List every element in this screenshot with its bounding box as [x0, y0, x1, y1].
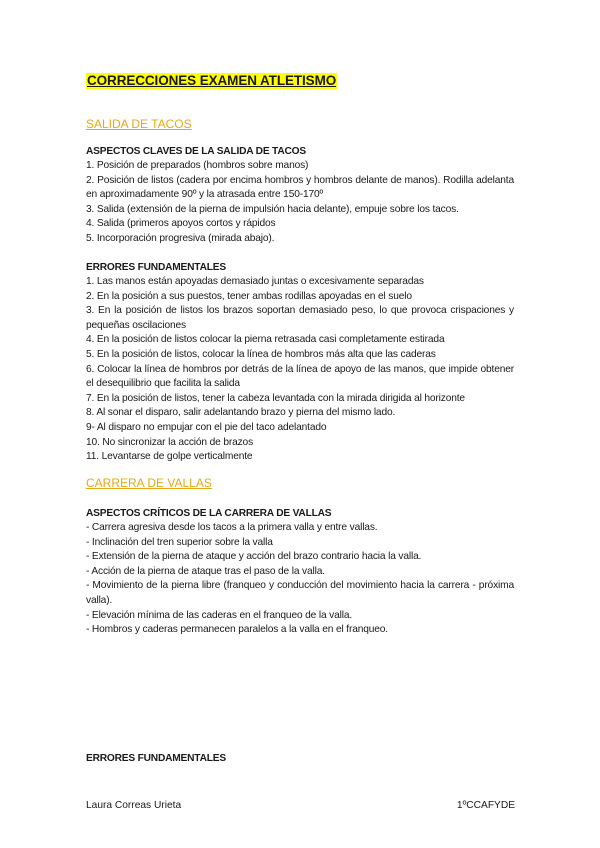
list-item: 2. Posición de listos (cadera por encima hombros y hombros delante de manos). Rodilla adelanta en aproximadamente 90º y la atrasada entre 150-170º — [86, 174, 514, 201]
list-item: 11. Levantarse de golpe verticalmente — [86, 451, 253, 463]
list-item: 4. En la posición de listos colocar la pierna retrasada casi completamente estirada — [86, 334, 445, 346]
list-aspectos-claves — [86, 159, 514, 247]
footer-author: Laura Correas Urieta — [86, 800, 182, 811]
list-item: 7. En la posición de listos, tener la cabeza levantada con la mirada dirigida al horizonte — [86, 392, 465, 404]
list-item: 1. Las manos están apoyadas demasiado juntas o excesivamente separadas — [86, 276, 424, 287]
list-item: - Acción de la pierna de ataque tras el paso de la valla. — [86, 565, 325, 577]
document-title: CORRECCIONES EXAMEN ATLETISMO — [87, 73, 337, 88]
subheading-errores-fundamentales-tacos: ERRORES FUNDAMENTALES — [86, 262, 226, 273]
list-item: - Elevación mínima de las caderas en el franqueo de la valla. — [86, 609, 353, 621]
list-item: 6. Colocar la línea de hombros por detrás de la línea de apoyo de las manos, que impide obtener el desequilibrio que facilita la salida — [86, 363, 514, 390]
list-item: 5. Incorporación progresiva (mirada abajo). — [86, 232, 275, 244]
list-item: 10. No sincronizar la acción de brazos — [86, 436, 254, 448]
list-aspectos-criticos — [86, 521, 514, 638]
list-item: 3. Salida (extensión de la pierna de impulsión hacia delante), empuje sobre los tacos. — [86, 203, 459, 215]
list-item: 1. Posición de preparados (hombros sobre manos) — [86, 160, 309, 171]
list-item: 8. Al sonar el disparo, salir adelantando brazo y pierna del mismo lado. — [86, 407, 396, 419]
list-item: - Extensión de la pierna de ataque y acción del brazo contrario hacia la valla. — [86, 551, 422, 563]
subheading-errores-fundamentales-vallas: ERRORES FUNDAMENTALES — [86, 753, 226, 764]
list-item: - Carrera agresiva desde los tacos a la primera valla y entre vallas. — [86, 522, 378, 533]
list-item: - Hombros y caderas permanecen paralelos a la valla en el franqueo. — [86, 624, 388, 636]
subheading-aspectos-criticos: ASPECTOS CRÍTICOS DE LA CARRERA DE VALLAS — [86, 508, 332, 519]
footer-course: 1ºCCAFYDE — [456, 800, 515, 811]
list-item: 4. Salida (primeros apoyos cortos y rápidos — [86, 218, 276, 230]
list-item: - Inclinación del tren superior sobre la valla — [86, 536, 273, 548]
list-item: 9- Al disparo no empujar con el pie del taco adelantado — [86, 421, 327, 433]
section-heading-carrera-de-vallas: CARRERA DE VALLAS — [86, 476, 212, 490]
section-heading-salida-de-tacos: SALIDA DE TACOS — [86, 117, 192, 131]
list-errores-tacos — [86, 275, 514, 465]
list-item: 3. En la posición de listos los brazos soportan demasiado peso, lo que provoca crispaciones y pequeñas oscilaciones — [86, 305, 514, 331]
list-item: - Movimiento de la pierna libre (franqueo y conducción del movimiento hacia la carrera - próxima valla). — [86, 580, 514, 606]
list-item: 5. En la posición de listos, colocar la línea de hombros más alta que las caderas — [86, 348, 436, 360]
list-item: 2. En la posición a sus puestos, tener ambas rodillas apoyadas en el suelo — [86, 290, 412, 302]
subheading-aspectos-claves: ASPECTOS CLAVES DE LA SALIDA DE TACOS — [86, 146, 306, 157]
